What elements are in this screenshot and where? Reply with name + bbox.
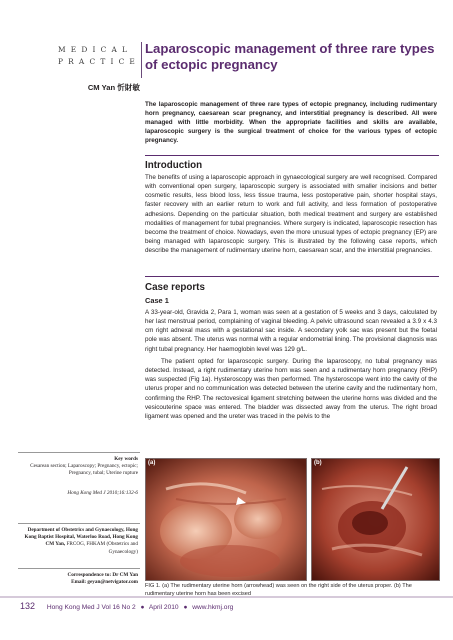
sidebar-divider (18, 523, 140, 524)
case1-heading: Case 1 (145, 296, 169, 305)
author-line: CM Yan, (45, 541, 66, 548)
figure-1b-photo (311, 458, 440, 581)
page-footer (20, 601, 233, 611)
affiliation-block (18, 527, 138, 556)
author-qualifications: FRCOG, FHKAM (Obstetrics and Gynaecology) (66, 541, 138, 555)
abstract: The laparoscopic management of three rare types of ectopic pregnancy, including rudimentary horn pregnancy, caesarean scar pregnancy, and interstitial pregnancy is described. All were managed with little morbidity. When the appropriate facilities and skills are available, laparoscopic surgery is the surgical treatment of choice for the various types of ectopic pregnancy. (145, 101, 437, 145)
title-divider (141, 42, 142, 78)
footer-rule (0, 596, 453, 598)
section-tag: MEDICAL PRACTICE (58, 45, 141, 66)
figure-caption-text: (a) The rudimentary uterine horn (arrowhead) was seen on the right side of the uterus proper. (b) The rudimentary uterine horn has been excised (145, 583, 412, 597)
figure-caption-label: FIG 1. (145, 583, 161, 589)
page-number: 132 (20, 601, 36, 611)
sidebar-divider (18, 568, 140, 569)
correspondence-block (18, 572, 138, 586)
journal-url[interactable]: www.hkmj.org (192, 604, 234, 611)
figure-label-b: (b) (314, 460, 322, 466)
case1-paragraph-1: A 33-year-old, Gravida 2, Para 1, woman was seen at a gestation of 5 weeks and 3 days, calculated by her last menstrual period, complaining of vaginal bleeding. A pelvic ultrasound scan revealed a 3.9 x 4.3 cm right adnexal mass with a gestational sac inside. A secondary yolk sac was present but the foetal pole was absent. The uterus was normal with a regular endometrial lining. The provisional diagnosis was right tubal pregnancy. Her haemoglobin level was 129 g/L. (145, 309, 437, 353)
email: Email: geyan@netvigator.com (71, 579, 138, 586)
case-reports-heading: Case reports (145, 282, 205, 293)
section-divider (145, 276, 439, 277)
case1-paragraph-2: The patient opted for laparoscopic surgery. During the laparoscopy, no tubal pregnancy was detected. Instead, a right rudimentary uterine horn was seen and a rudimentary horn pregnancy (RHP) was suspected (Fig 1a). Hysteroscopy was then performed. The hysteroscope went into the cavity of the uterus proper and no communication was detected between the uterine cavity and the rudimentary horn, confirming the RHP. The rectovesical ligament stretching between the uterine horns was divided and the vesicouterine space was entered. The bladder was dissected away from the uterus. The right broad ligament was opened and the ureter was traced in the pelvis to the (145, 358, 437, 420)
keywords-block (18, 456, 138, 478)
journal-name: Hong Kong Med J (46, 604, 100, 611)
introduction-body: The benefits of using a laparoscopic approach in gynaecological surgery are well recognised. Compared with conventional open surgery, laparoscopic surgery is associated with smaller incisions and better cosmetic results, less blood loss, less tissue trauma, less postoperative pain, shorter hospital stays, faster recovery with an earlier return to work and full activity, and less formation of postoperative adhesions. Depending on the particular situation, both medical treatment and surgery are established modalities of management for tubal pregnancies. Where surgery is indicated, laparoscopic resection has become the treatment of choice. Nowadays, even the more unusual types of ectopic pregnancy (EP) are being managed with laparoscopic surgery. This is illustrated by the following case reports, which describe the management of rudimentary uterine horn, caesarean scar, and the interstitial pregnancies. (145, 174, 437, 255)
surgical-photo-a (146, 459, 306, 580)
issue-date: April 2010 (148, 604, 179, 611)
citation: Hong Kong Med J 2010;16:132-6 (67, 490, 138, 496)
keywords-list: Cesarean section; Laparoscopy; Pregnancy, ectopic; Pregnancy, tubal; Uterine rupture (30, 463, 138, 477)
volume: Vol 16 No 2 (101, 604, 136, 611)
author-name: CM Yan 忻財敏 (87, 83, 140, 92)
section-divider (145, 155, 439, 156)
sidebar-divider (18, 452, 140, 453)
keywords-label: Key words (114, 456, 138, 462)
separator-dot-icon: ● (140, 604, 145, 611)
introduction-heading: Introduction (145, 160, 203, 171)
affiliation: Department of Obstetrics and Gynaecology, Hong Kong Baptist Hospital, Waterloo Road, Hong Kong (24, 527, 138, 541)
article-title: Laparoscopic management of three rare types of ectopic pregnancy (145, 41, 435, 72)
figure-1a-photo (145, 458, 307, 581)
figure-label-a: (a) (148, 460, 156, 466)
correspondence: Correspondence to: Dr CM Yan (67, 572, 138, 578)
surgical-photo-b (312, 459, 439, 580)
separator-dot-icon: ● (183, 604, 188, 611)
